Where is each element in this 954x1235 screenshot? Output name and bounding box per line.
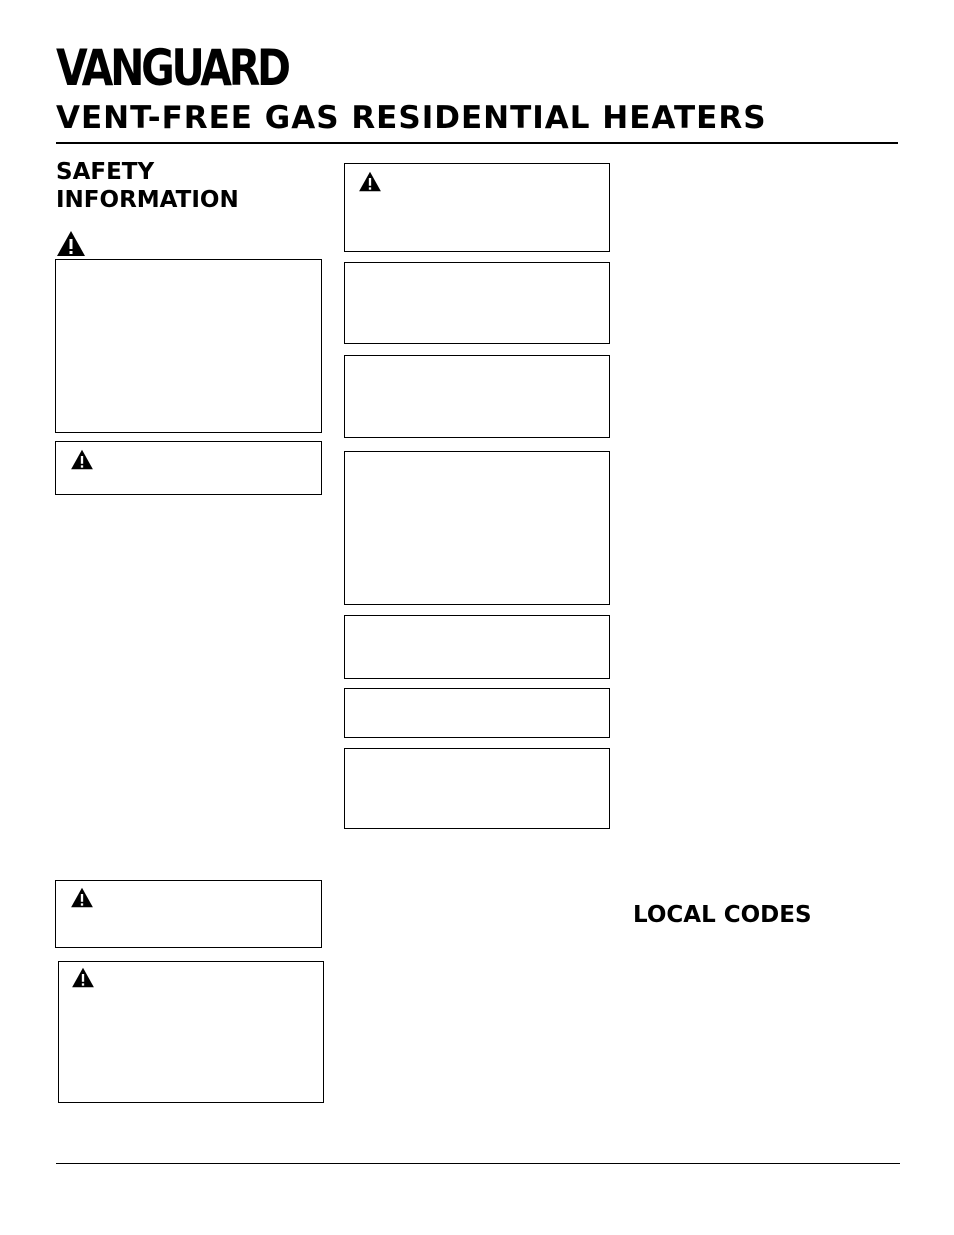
warning-icon [70, 449, 94, 470]
brand-logo: VANGUARD [56, 39, 288, 97]
notice-box [344, 355, 610, 438]
warning-box [344, 163, 610, 252]
notice-box [344, 688, 610, 738]
notice-box [344, 262, 610, 344]
warning-box [55, 880, 322, 948]
warning-icon [56, 230, 86, 257]
warning-icon [70, 887, 94, 908]
header-rule [56, 142, 898, 144]
warning-icon [358, 171, 382, 192]
safety-information-heading: SAFETY INFORMATION [56, 159, 239, 213]
footer-rule [56, 1163, 900, 1164]
notice-box [344, 748, 610, 829]
warning-box [58, 961, 324, 1103]
warning-box [55, 441, 322, 495]
warning-icon [71, 967, 95, 988]
notice-box [344, 615, 610, 679]
notice-box [344, 451, 610, 605]
warning-box [55, 259, 322, 433]
document-title: VENT-FREE GAS RESIDENTIAL HEATERS [56, 100, 767, 136]
local-codes-heading: LOCAL CODES [633, 902, 812, 928]
